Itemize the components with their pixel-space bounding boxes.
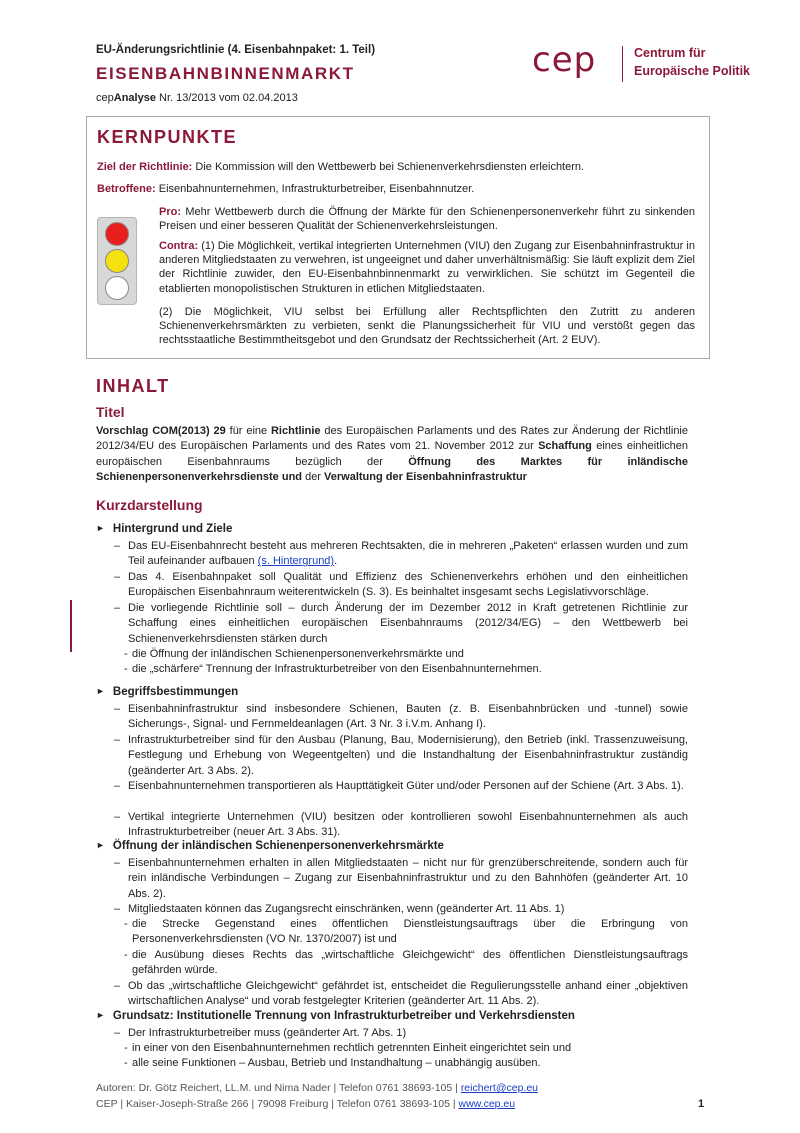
- contra-label: Contra:: [159, 240, 199, 252]
- list-item-text: Infrastrukturbetreiber sind für den Ausbau (Planung, Bau, Modernisierung), den Betrieb (inkl. Trassenzuweisung, Festlegung und Erhebung von Wegeentgelten) und die Instandhaltung der Eisenbahninfrastruktur zuständig (geänderter Art. 3 Abs. 2).: [128, 734, 688, 777]
- dash-bullet: –: [114, 980, 121, 992]
- contra-paragraph: [159, 239, 695, 296]
- white-light-icon: [105, 276, 129, 300]
- list-item-text: Der Infrastrukturbetreiber muss (geänderter Art. 7 Abs. 1): [128, 1027, 407, 1039]
- sub-dash-bullet: -: [124, 918, 128, 930]
- kurzdarstellung-heading: Kurzdarstellung: [96, 497, 203, 513]
- list-item: [114, 1026, 688, 1041]
- analyse-rest: Nr. 13/2013 vom 02.04.2013: [155, 92, 298, 104]
- sub-list-item: [124, 948, 688, 979]
- dash-bullet: –: [114, 703, 121, 715]
- footer-authors-text: Autoren: Dr. Götz Reichert, LL.M. und Nima Nader | Telefon 0761 38693-105 |: [96, 1082, 461, 1094]
- sub-dash-bullet: -: [124, 648, 128, 660]
- list-item-text: Mitgliedstaaten können das Zugangsrecht einschränken, wenn (geänderter Art. 11 Abs. 1): [128, 903, 565, 915]
- contra-paragraph-2: (2) Die Möglichkeit, VIU selbst bei Erfüllung aller Rechtspflichten den Zutritt zu anderen Schienenverkehrsmärkten zu verbieten, senkt die Planungssicherheit für VIU und verstößt gegen das rechtsstaatliche Bestimmtheitsgebot und den Grundsatz der Rechtssicherheit (Art. 2 EUV).: [159, 306, 695, 347]
- betroffene-text: Eisenbahnunternehmen, Infrastrukturbetreiber, Eisenbahnnutzer.: [155, 183, 475, 195]
- dash-bullet: –: [114, 780, 121, 792]
- header-subtitle: EU-Änderungsrichtlinie (4. Eisenbahnpaket: 1. Teil): [96, 44, 376, 56]
- list-item-text: Eisenbahnunternehmen erhalten in allen Mitgliedstaaten – nicht nur für grenzüberschreitende, sondern auch für rein inländische Verbindungen – Zugang zur Eisenbahninfrastruktur und zu den Bahnhöfen (geänderter Art. 10 Abs. 2).: [128, 857, 688, 900]
- section-heading-begriffe: [96, 686, 238, 698]
- list-item: [114, 902, 688, 917]
- ziel-text: Die Kommission will den Wettbewerb bei Schienenverkehrsdiensten erleichtern.: [192, 161, 585, 173]
- list-item: [114, 539, 688, 570]
- logo-mark: cep: [532, 40, 597, 80]
- sub-list-item-text: die „schärfere“ Trennung der Infrastrukturbetreiber von den Eisenbahnunternehmen.: [132, 663, 542, 675]
- list-item: [114, 702, 688, 733]
- sub-dash-bullet: -: [124, 1057, 128, 1069]
- titel-part: der: [302, 471, 325, 484]
- yellow-light-icon: [105, 249, 129, 273]
- logo-name-line2: Europäische Politik: [634, 64, 751, 78]
- list-item-text: .: [334, 555, 338, 568]
- list-item-text: Das EU-Eisenbahnrecht besteht aus mehreren Rechtsakten, die in mehreren „Paketen“ erlassen wurden und zum Teil aufeinander aufbauen: [128, 540, 688, 568]
- betroffene-line: [97, 183, 474, 195]
- red-light-icon: [105, 222, 129, 246]
- kernpunkte-box: [86, 116, 710, 359]
- header-title: EISENBAHNBINNENMARKT: [96, 64, 355, 83]
- sub-dash-bullet: -: [124, 1042, 128, 1054]
- dash-bullet: –: [114, 903, 121, 915]
- section-heading-text: Hintergrund und Ziele: [112, 523, 233, 535]
- section-heading-text: Begriffsbestimmungen: [112, 686, 239, 698]
- website-link[interactable]: www.cep.eu: [458, 1098, 516, 1110]
- footer-address: [96, 1098, 515, 1110]
- sub-list-item: [124, 1056, 688, 1071]
- titel-part: Öffnung des Marktes für inländische Schienenpersonenverkehrsdienste und: [96, 455, 688, 484]
- section-heading-text: Öffnung der inländischen Schienenpersonenverkehrsmärkte: [112, 840, 444, 852]
- sub-list-item: [124, 662, 688, 677]
- pro-label: Pro:: [159, 206, 181, 218]
- titel-part: des Europäischen Parlaments und des Rates zur Änderung der Richtlinie 2012/34/EU des Europäischen Parlaments und des Rates vom 21. November 2012 zur: [96, 425, 688, 453]
- section-heading-text: Grundsatz: Institutionelle Trennung von Infrastrukturbetreiber und Verkehrsdiensten: [112, 1010, 575, 1022]
- sub-dash-bullet: -: [124, 949, 128, 961]
- titel-part: eines einheitlichen europäischen Eisenbahnraums bezüglich der: [96, 440, 688, 468]
- dash-bullet: –: [114, 857, 121, 869]
- list-item-text: Vertikal integrierte Unternehmen (VIU) besitzen oder kontrollieren sowohl Eisenbahnunternehmen als auch Infrastrukturbetreiber (neuer Art. 3 Abs. 31).: [128, 811, 688, 839]
- titel-part: Vorschlag COM(2013) 29: [96, 425, 226, 437]
- pro-paragraph: [159, 205, 695, 233]
- inhalt-title: INHALT: [96, 376, 170, 396]
- titel-paragraph: [96, 424, 688, 486]
- list-item: [114, 979, 688, 1010]
- titel-heading: Titel: [96, 404, 125, 420]
- triangle-bullet-icon: ►: [96, 1010, 105, 1020]
- logo-divider: [622, 46, 623, 82]
- triangle-bullet-icon: ►: [96, 686, 105, 696]
- triangle-bullet-icon: ►: [96, 840, 105, 850]
- list-item: [114, 779, 688, 794]
- sub-list-item: [124, 647, 688, 662]
- dash-bullet: –: [114, 540, 121, 552]
- list-item: [114, 810, 688, 841]
- kernpunkte-title: KERNPUNKTE: [97, 127, 238, 147]
- section-heading-hintergrund: [96, 523, 232, 535]
- traffic-light-icon: [97, 217, 137, 305]
- ziel-label: Ziel der Richtlinie:: [97, 161, 193, 173]
- contra-text-1: (1) Die Möglichkeit, vertikal integrierten Unternehmen (VIU) den Zugang zur Eisenbahninfrastruktur in anderen Mitgliedstaaten zu verwehren, ist ungeeignet und daher unverhältnismäßig: Sie läuft explizit dem Ziel der Richtlinie zuwider, den EU-Eisenbahnbinnenmarkt zu verwirklichen. Sie schützt im Gegenteil die etablierten monopolistischen Strukturen in etlichen Mitgliedstaaten.: [159, 240, 695, 295]
- dash-bullet: –: [114, 1027, 121, 1039]
- section-heading-oeffnung: [96, 840, 444, 852]
- logo-name: [634, 44, 750, 80]
- titel-part: Richtlinie: [270, 425, 321, 437]
- list-item-text: Die vorliegende Richtlinie soll – durch Änderung der im Dezember 2012 in Kraft getretenen Richtlinie zur Schaffung eines einheitlichen europäischen Eisenbahnraums (2012/34/EG) – den Wettbewerb bei Schienenverkehrsdiensten stärken durch: [128, 602, 688, 645]
- hintergrund-link[interactable]: (s. Hintergrund): [257, 555, 335, 568]
- triangle-bullet-icon: ►: [96, 523, 105, 533]
- email-link[interactable]: reichert@cep.eu: [460, 1082, 539, 1094]
- footer-authors: [96, 1082, 538, 1094]
- list-item: [114, 601, 688, 647]
- list-item-text: Eisenbahnunternehmen transportieren als Haupttätigkeit Güter und/oder Personen auf der Schiene (Art. 3 Abs. 1).: [128, 780, 684, 792]
- pro-text: Mehr Wettbewerb durch die Öffnung der Märkte für den Schienenpersonenverkehr führt zu sinkenden Preisen und einer besseren Qualität der Schienenverkehrsleistungen.: [159, 206, 695, 233]
- ziel-line: [97, 161, 584, 173]
- list-item: [114, 570, 688, 601]
- analyse-prefix: cep: [96, 92, 114, 104]
- logo-name-line1: Centrum für: [634, 46, 706, 60]
- analyse-number: [96, 92, 298, 104]
- titel-part: für eine: [225, 425, 271, 437]
- dash-bullet: –: [114, 602, 121, 614]
- sub-list-item-text: die Strecke Gegenstand eines öffentlichen Dienstleistungsauftrags über die Erbringung von Personenverkehrsdiensten (VO Nr. 1370/2007) ist und: [132, 918, 688, 946]
- titel-part: Verwaltung der Eisenbahninfrastruktur: [324, 471, 527, 484]
- cep-logo: [532, 40, 752, 90]
- sub-list-item-text: die Ausübung dieses Rechts das „wirtschaftliche Gleichgewicht“ des öffentlichen Dienstleistungsauftrags gefährden würde.: [132, 949, 688, 977]
- dash-bullet: –: [114, 811, 121, 823]
- list-item: [114, 856, 688, 902]
- footer-address-text: CEP | Kaiser-Joseph-Straße 266 | 79098 Freiburg | Telefon 0761 38693-105 |: [96, 1098, 459, 1110]
- change-marker-bar: [70, 600, 72, 652]
- list-item: [114, 733, 688, 779]
- list-item-text: Das 4. Eisenbahnpaket soll Qualität und Effizienz des Schienenverkehrs erhöhen und den einheitlichen Europäischen Eisenbahnraum weiterentwickeln (S. 3). Es beinhaltet insgesamt sechs Legislativvorschläge.: [128, 571, 688, 599]
- sub-list-item-text: die Öffnung der inländischen Schienenpersonenverkehrsmärkte und: [132, 648, 464, 660]
- sub-list-item: [124, 917, 688, 948]
- analyse-bold: Analyse: [113, 92, 156, 104]
- sub-list-item-text: alle seine Funktionen – Ausbau, Betrieb und Instandhaltung – unabhängig ausüben.: [132, 1057, 541, 1069]
- page-number: 1: [698, 1098, 705, 1110]
- sub-list-item: [124, 1041, 688, 1056]
- list-item-text: Ob das „wirtschaftliche Gleichgewicht“ gefährdet ist, entscheidet die Regulierungsstelle anhand einer „objektiven wirtschaftlichen Analyse“ und vorab festgelegter Kriterien (geänderter Art. 11 Abs. 2).: [128, 980, 688, 1008]
- titel-part: Schaffung: [538, 440, 592, 453]
- dash-bullet: –: [114, 571, 121, 583]
- sub-dash-bullet: -: [124, 663, 128, 675]
- betroffene-label: Betroffene:: [97, 183, 156, 195]
- section-heading-trennung: [96, 1010, 575, 1022]
- sub-list-item-text: in einer von den Eisenbahnunternehmen rechtlich getrennten Einheit eingerichtet sein und: [132, 1042, 572, 1054]
- dash-bullet: –: [114, 734, 121, 746]
- list-item-text: Eisenbahninfrastruktur sind insbesondere Schienen, Bauten (z. B. Eisenbahnbrücken und -tunnel) sowie Sicherungs-, Signal- und Fernmeldeanlagen (Art. 3 Nr. 3 i.V.m. Anhang I).: [128, 703, 688, 731]
